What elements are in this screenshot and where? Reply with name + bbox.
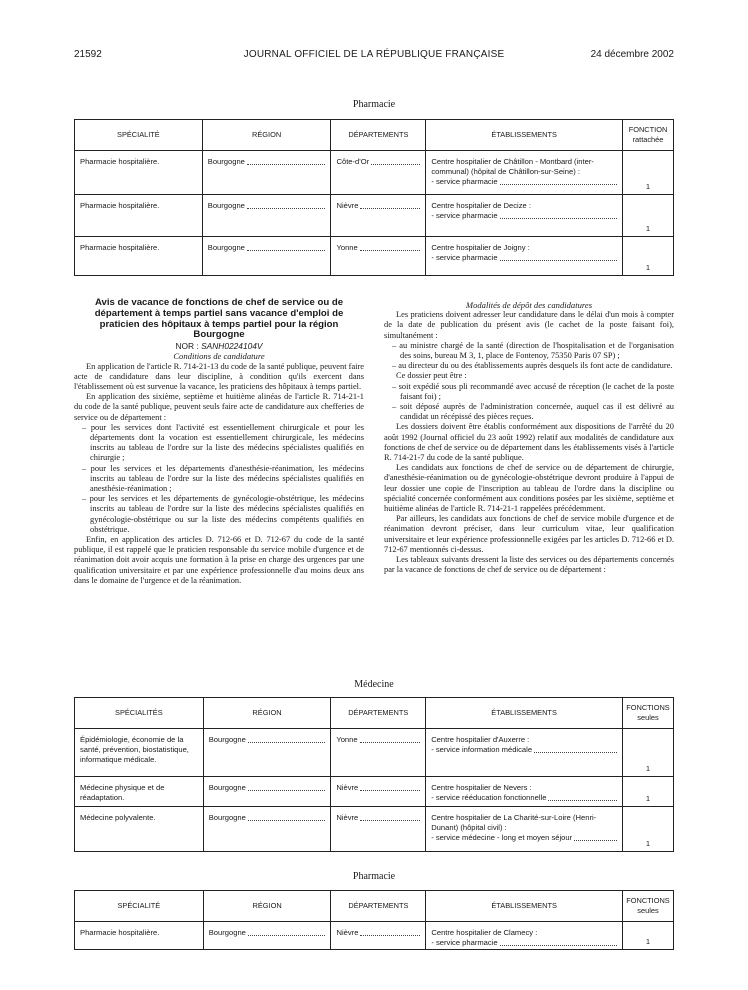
etablissement-cell xyxy=(426,729,623,777)
paragraph: En application de l'article R. 714-21-13 du code de la santé publique, peuvent faire acte de candidature dans leur discipline, à condition qu'ils exercent dans l'établissement où est survenue la vacance, les praticiens des hôpitaux à temps partiel. xyxy=(74,361,364,391)
service-name-wrap xyxy=(431,253,617,263)
etablissement-cell xyxy=(426,777,623,807)
region-value: Bourgogne xyxy=(208,735,246,744)
etablissement-line: Centre hospitalier d'Auxerre : xyxy=(431,735,530,744)
dot-leader xyxy=(247,250,326,251)
paragraph: – soit déposé auprès de l'administration concernée, auquel cas il est délivré au candidat un récépissé des pièces reçues. xyxy=(392,402,674,422)
departement-value: Nièvre xyxy=(336,928,359,937)
specialite-cell: Pharmacie hospitalière. xyxy=(75,237,203,276)
etablissement-line: Centre hospitalier de Clamecy : xyxy=(431,928,538,937)
table-row xyxy=(75,729,674,777)
region-value: Bourgogne xyxy=(207,157,245,166)
article-body xyxy=(74,298,674,678)
column-header: DÉPARTEMENTS xyxy=(331,120,426,151)
specialite-cell: Médecine polyvalente. xyxy=(75,807,204,852)
page-header xyxy=(74,49,674,63)
region-cell xyxy=(203,807,331,852)
region-cell xyxy=(203,922,331,950)
medecine-table xyxy=(74,697,674,852)
column-header: ÉTABLISSEMENTS xyxy=(426,120,623,151)
nor-code: SANH0224104V xyxy=(201,341,263,352)
departement-value: Yonne xyxy=(336,735,358,744)
region-value: Bourgogne xyxy=(207,243,245,252)
fonction-count: 1 xyxy=(622,922,673,950)
service-name: - service médecine - long et moyen séjour xyxy=(431,833,573,842)
region-cell xyxy=(202,237,331,276)
dot-leader xyxy=(371,164,420,165)
column-header: FONCTIONS seules xyxy=(622,891,673,922)
column-header: FONCTIONS seules xyxy=(622,698,673,729)
etablissement-cell xyxy=(426,195,623,237)
region-cell xyxy=(203,729,331,777)
paragraph: Les candidats aux fonctions de chef de service ou de département de chirurgie, d'anesthésie-réanimation ou de gynécologie-obstétrique devront produire à l'appui de leur dossier une copie de l'inscription au tableau de l'ordre dans la discipline ou spécialité concernée conformément aux conditions posées par les sixième, septième et huitième alinéas de l'article R. 714-21-1 rappelées précédemment. xyxy=(384,463,674,514)
column-header: RÉGION xyxy=(203,698,331,729)
pharmacie-table-1 xyxy=(74,119,674,276)
article-title: Avis de vacance de fonctions de chef de service ou de département à temps partiel sans vacance d'emploi de praticien des hôpitaux à temps partiel pour la région Bourgogne xyxy=(94,297,344,341)
dot-leader xyxy=(360,820,420,821)
service-name-wrap xyxy=(431,177,617,187)
modalites-heading: Modalités de dépôt des candidatures xyxy=(465,300,593,310)
dot-leader xyxy=(247,208,326,209)
conditions-heading: Conditions de candidature xyxy=(173,351,265,362)
dot-leader xyxy=(360,790,420,791)
column-header: ÉTABLISSEMENTS xyxy=(426,698,623,729)
etablissement-line: communal) (hôpital de Châtillon-sur-Seine) : xyxy=(431,167,580,176)
pharmacie-table-2 xyxy=(74,890,674,950)
dot-leader xyxy=(360,935,420,936)
paragraph: Par ailleurs, les candidats aux fonctions de chef de service mobile d'urgence et de réanimation devront préciser, dans leur curriculum vitae, leur qualification universitaire et leur expérience professionnelle exigées par les articles D. 712-66 et D. 712-67 mentionnés ci-dessus. xyxy=(384,514,674,554)
section-title-pharmacie-2: Pharmacie xyxy=(352,871,396,882)
service-name: - service pharmacie xyxy=(431,211,498,220)
paragraph: Les dossiers doivent être établis conformément aux dispositions de l'arrêté du 20 août 1992 (Journal officiel du 23 août 1992) relatif aux modalités de candidature aux fonctions de chef de service ou de département dans les établissements visés à l'article R. 714-21-7 du code de la santé publique. xyxy=(384,422,674,463)
right-column xyxy=(384,298,674,575)
dot-leader xyxy=(360,250,421,251)
specialite-cell: Épidémiologie, économie de la santé, prévention, biostatistique, informatique médicale. xyxy=(75,729,204,777)
table-row xyxy=(75,807,674,852)
departement-value-wrap xyxy=(336,243,420,253)
departement-cell xyxy=(331,922,426,950)
etablissement-cell xyxy=(426,922,623,950)
region-value: Bourgogne xyxy=(208,813,246,822)
column-header: FONCTION rattachée xyxy=(622,120,673,151)
service-name: - service pharmacie xyxy=(431,253,498,262)
departement-cell xyxy=(331,237,426,276)
region-cell xyxy=(202,151,331,195)
region-value: Bourgogne xyxy=(207,201,245,210)
table-row xyxy=(75,922,674,950)
departement-value: Nièvre xyxy=(336,813,359,822)
departement-value-wrap xyxy=(336,157,420,167)
dot-leader xyxy=(500,218,617,219)
departement-value-wrap xyxy=(336,735,420,745)
departement-value: Yonne xyxy=(336,243,358,252)
paragraph: Enfin, en application des articles D. 712-66 et D. 712-67 du code de la santé publique, il est rappelé que le praticien responsable du service mobile d'urgence et de réanimation doit avoir acquis une formation à la prise en charge des urgences par une qualification universitaire et par une expérience professionnelle d'au moins deux ans dans le domaine de l'urgence et de la réanimation. xyxy=(74,535,364,585)
region-value: Bourgogne xyxy=(208,783,246,792)
page-number: 21592 xyxy=(74,49,102,60)
fonction-count: 1 xyxy=(622,807,673,852)
departement-value-wrap xyxy=(336,201,420,211)
paragraph: – pour les services et les départements de gynécologie-obstétrique, les médecins inscrits au tableau de l'ordre sur la liste des médecins spécialistes qualifiés en gynécologie-obstétrique ou sur la liste des médecins compétents qualifiés en obstétrique. xyxy=(82,494,364,534)
fonction-count: 1 xyxy=(622,151,673,195)
region-value-wrap xyxy=(208,243,326,253)
departement-value: Côte-d'Or xyxy=(336,157,370,166)
dot-leader xyxy=(574,840,617,841)
service-name-wrap xyxy=(431,211,617,221)
region-value-wrap xyxy=(209,813,326,823)
table-row xyxy=(75,777,674,807)
paragraph: – au directeur du ou des établissements auprès desquels ils font acte de candidature. xyxy=(392,361,673,371)
specialite-cell: Pharmacie hospitalière. xyxy=(75,195,203,237)
paragraph: – pour les services et les départements d'anesthésie-réanimation, les médecins inscrits au tableau de l'ordre sur la liste des médecins spécialistes qualifiés en anesthésie-réanimation ; xyxy=(82,463,364,494)
departement-cell xyxy=(331,151,426,195)
dot-leader xyxy=(534,752,617,753)
departement-cell xyxy=(331,807,426,852)
section-title-pharmacie-1: Pharmacie xyxy=(352,99,396,110)
paragraph: Ce dossier peut être : xyxy=(396,371,467,381)
dot-leader xyxy=(248,820,325,821)
fonction-count: 1 xyxy=(622,195,673,237)
dot-leader xyxy=(500,945,617,946)
specialite-cell: Pharmacie hospitalière. xyxy=(75,922,204,950)
fonction-count: 1 xyxy=(622,777,673,807)
service-name-wrap xyxy=(431,793,617,803)
etablissement-line: Centre hospitalier de Joigny : xyxy=(431,243,530,252)
etablissement-line: Centre hospitalier de Nevers : xyxy=(431,783,532,792)
dot-leader xyxy=(548,800,617,801)
region-value-wrap xyxy=(208,157,326,167)
region-cell xyxy=(202,195,331,237)
etablissement-line: Centre hospitalier de Decize : xyxy=(431,201,531,210)
departement-value-wrap xyxy=(336,928,420,938)
dot-leader xyxy=(360,742,421,743)
departement-value: Nièvre xyxy=(336,783,359,792)
service-name: - service pharmacie xyxy=(431,177,498,186)
service-name-wrap xyxy=(431,833,617,843)
column-header: SPÉCIALITÉS xyxy=(75,698,204,729)
nor-label: NOR : xyxy=(175,341,199,352)
column-header: DÉPARTEMENTS xyxy=(331,698,426,729)
fonction-count: 1 xyxy=(622,729,673,777)
paragraph: En application des sixième, septième et huitième alinéas de l'article R. 714-21-1 du code de la santé publique, peuvent seuls faire acte de candidature aux chefferies de service ou de département : xyxy=(74,392,364,422)
column-header: RÉGION xyxy=(202,120,331,151)
departement-value-wrap xyxy=(336,783,420,793)
region-value-wrap xyxy=(209,783,326,793)
region-value-wrap xyxy=(208,201,326,211)
dot-leader xyxy=(248,742,325,743)
region-cell xyxy=(203,777,331,807)
etablissement-line: Dunant) (hôpital civil) : xyxy=(431,823,507,832)
region-value-wrap xyxy=(209,735,326,745)
etablissement-cell xyxy=(426,237,623,276)
paragraph: Les praticiens doivent adresser leur candidature dans le délai d'un mois à compter de la date de publication du présent avis (le cachet de la poste faisant foi), simultanément : xyxy=(384,310,674,340)
table-row xyxy=(75,151,674,195)
paragraph: – pour les services dont l'activité est essentiellement chirurgicale et pour les départements dont la vocation est essentiellement chirurgicale, les médecins inscrits au tableau de l'ordre sur la liste des médecins spécialistes qualifiés en chirurgie ; xyxy=(82,422,364,463)
etablissement-line: Centre hospitalier de Châtillon - Montbard (inter- xyxy=(431,157,594,166)
column-header: SPÉCIALITÉ xyxy=(75,120,203,151)
service-name: - service pharmacie xyxy=(431,938,498,947)
left-column xyxy=(74,298,364,586)
service-name: - service information médicale xyxy=(431,745,533,754)
column-header: ÉTABLISSEMENTS xyxy=(426,891,623,922)
nor-reference xyxy=(74,341,364,351)
service-name-wrap xyxy=(431,938,617,948)
specialite-cell: Pharmacie hospitalière. xyxy=(75,151,203,195)
column-header: DÉPARTEMENTS xyxy=(331,891,426,922)
table-row xyxy=(75,195,674,237)
dot-leader xyxy=(360,208,420,209)
etablissement-cell xyxy=(426,807,623,852)
region-value: Bourgogne xyxy=(208,928,246,937)
dot-leader xyxy=(500,260,617,261)
section-title-medecine: Médecine xyxy=(354,679,394,690)
etablissement-cell xyxy=(426,151,623,195)
etablissement-line: Centre hospitalier de La Charité-sur-Loire (Henri- xyxy=(431,813,597,822)
dot-leader xyxy=(500,184,617,185)
paragraph: Les tableaux suivants dressent la liste des services ou des départements concernés par la vacance de fonctions de chef de service ou de département : xyxy=(384,555,674,575)
departement-cell xyxy=(331,729,426,777)
dot-leader xyxy=(247,164,326,165)
region-value-wrap xyxy=(209,928,326,938)
departement-cell xyxy=(331,777,426,807)
issue-date: 24 décembre 2002 xyxy=(590,49,674,60)
service-name: - service rééducation fonctionnelle xyxy=(431,793,547,802)
departement-cell xyxy=(331,195,426,237)
journal-title: JOURNAL OFFICIEL DE LA RÉPUBLIQUE FRANÇAISE xyxy=(243,49,505,60)
column-header: SPÉCIALITÉ xyxy=(75,891,204,922)
dot-leader xyxy=(248,790,325,791)
departement-value-wrap xyxy=(336,813,420,823)
specialite-cell: Médecine physique et de réadaptation. xyxy=(75,777,204,807)
service-name-wrap xyxy=(431,745,617,755)
fonction-count: 1 xyxy=(622,237,673,276)
column-header: RÉGION xyxy=(203,891,331,922)
departement-value: Nièvre xyxy=(336,201,359,210)
dot-leader xyxy=(248,935,326,936)
paragraph: – soit expédié sous pli recommandé avec accusé de réception (le cachet de la poste faisant foi) ; xyxy=(392,381,674,401)
table-row xyxy=(75,237,674,276)
paragraph: – au ministre chargé de la santé (direction de l'hospitalisation et de l'organisation des soins, bureau M 3, 1, place de Fontenoy, 75350 Paris 07 SP) ; xyxy=(392,340,674,361)
